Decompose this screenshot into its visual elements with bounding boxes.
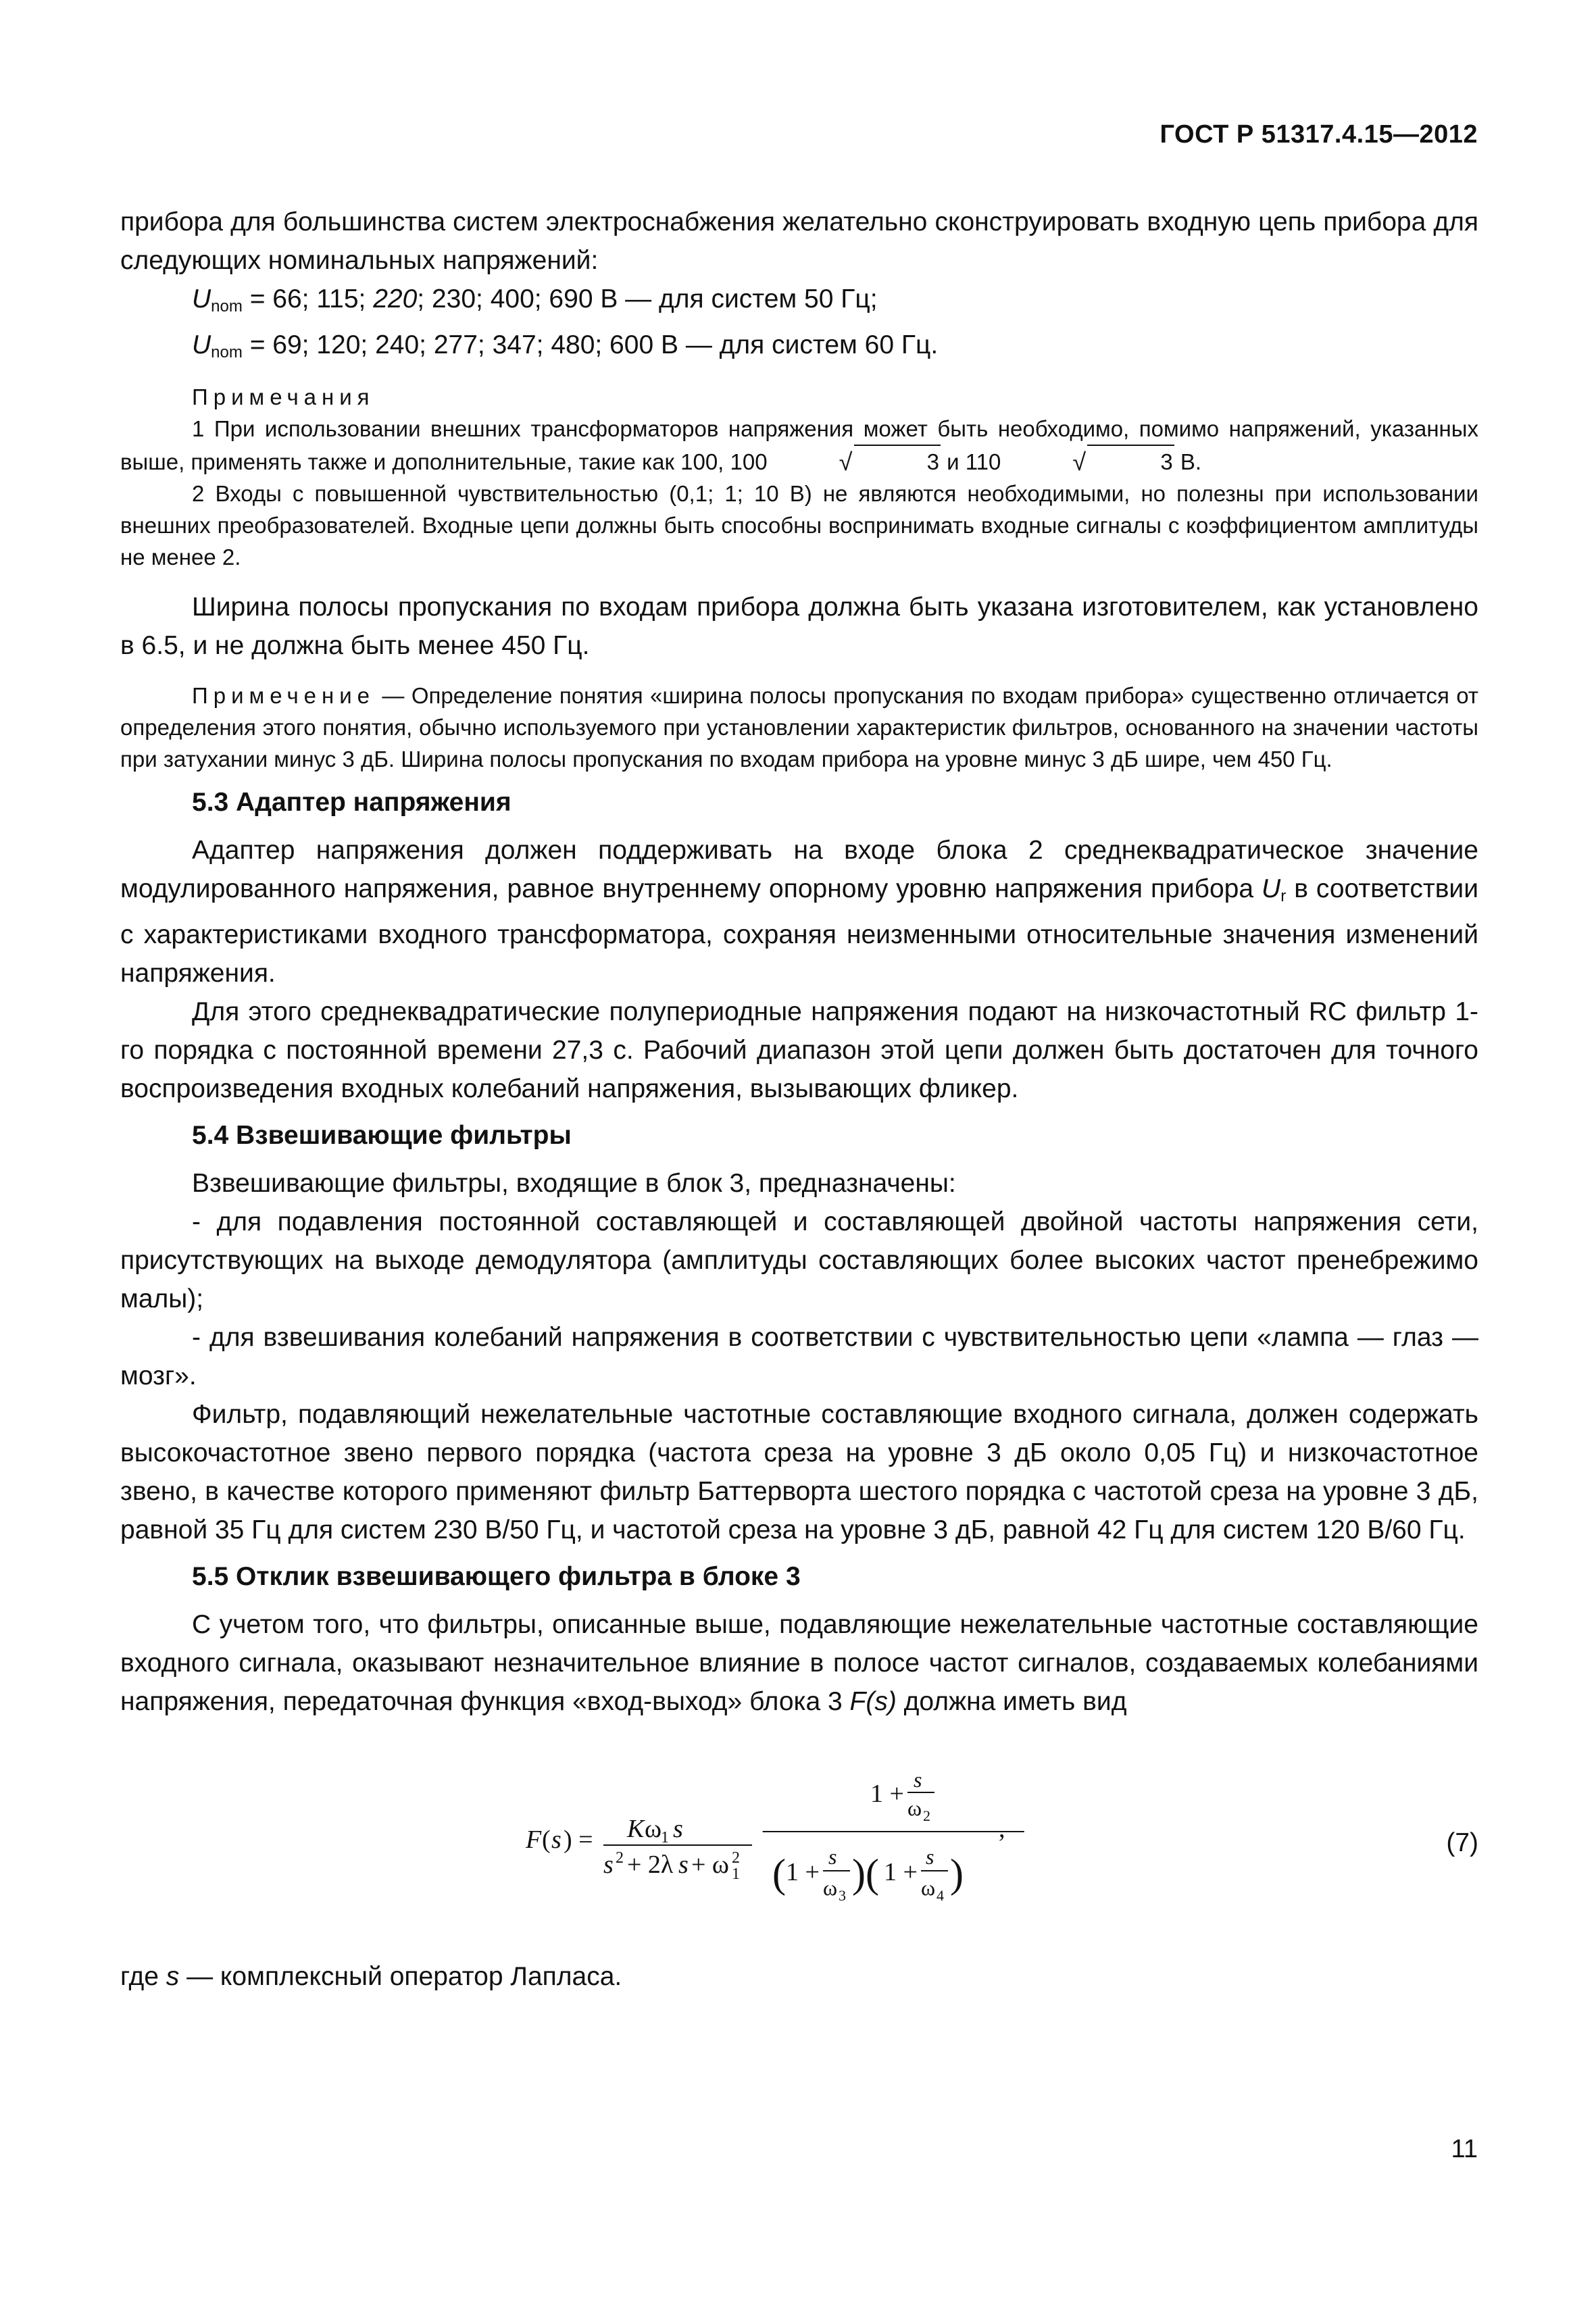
u-symbol: U xyxy=(192,284,211,313)
document-body xyxy=(120,203,1478,1996)
svg-text:,: , xyxy=(999,1815,1005,1843)
bandwidth-paragraph: Ширина полосы пропускания по входам прибора должна быть указана изготовителем, как установлено в 6.5, и не должна быть менее 450 Гц. xyxy=(120,593,1478,660)
note-bandwidth: Примечение — Определение понятия «ширина полосы пропускания по входам прибора» существенно отличается от определения этого понятия, обычно используемого при установлении характеристик фильтров, основанного на значении частоты при затухании минус 3 дБ. Ширина полосы пропускания по входам прибора на уровне минус 3 дБ шире, чем 450 Гц. xyxy=(120,683,1478,772)
svg-text:+ 2λ: + 2λ xyxy=(627,1851,674,1879)
voltages-50hz: $U_{nom} = 66$; 115; 220; 230; 400; 690 В — для систем 50 Гц; xyxy=(192,284,878,316)
section-5-4-heading: 5.4 Взвешивающие фильтры xyxy=(192,1121,572,1150)
svg-text:ω: ω xyxy=(907,1796,922,1820)
section-5-4-p2: - для подавления постоянной составляющей и составляющей двойной частоты напряжения сети, присутствующих на выходе демодулятора (амплитуды составляющих более высоких частот пренебрежимо малы); xyxy=(120,1207,1478,1313)
svg-text:1: 1 xyxy=(732,1865,740,1883)
svg-text:): ) xyxy=(950,1851,964,1896)
equation-number: (7) xyxy=(1446,1828,1478,1857)
svg-text:(: ( xyxy=(542,1826,551,1854)
svg-text:1 +: 1 + xyxy=(870,1780,904,1808)
page-number: 11 xyxy=(1451,2135,1478,2163)
svg-text:s: s xyxy=(914,1767,922,1792)
svg-text:F: F xyxy=(526,1826,542,1854)
svg-text:ω: ω xyxy=(645,1815,662,1843)
svg-text:s: s xyxy=(828,1844,837,1869)
voltages-60hz: $U_{nom} = 69$; 120; 240; 277; 347; 480; 600 В — для систем 60 Гц. xyxy=(192,330,939,361)
sqrt-symbol: √ 3 xyxy=(1001,445,1174,478)
section-5-5-heading: 5.5 Отклик взвешивающего фильтра в блоке 3 xyxy=(192,1562,801,1591)
svg-text:s: s xyxy=(551,1826,562,1854)
svg-text:) =: ) = xyxy=(564,1826,593,1854)
svg-text:1: 1 xyxy=(661,1829,669,1846)
svg-text:+ ω: + ω xyxy=(691,1851,729,1879)
notes-title: Примечания xyxy=(192,384,375,409)
svg-text:2: 2 xyxy=(616,1849,624,1867)
note-1: 1 При использовании внешних трансформаторов напряжения может быть необходимо, помимо напряжений, указанных выше, применять также и дополнительные, такие как 100, 100 √ 3 и 110 √ 3 В. xyxy=(120,413,1478,478)
section-5-3-p2: Для этого среднеквадратические полупериодные напряжения подают на низкочастотный RC фильтр 1-го порядка с постоянной времени 27,3 с. Рабочий диапазон этой цепи должен быть достаточен для точного воспроизведения входных колебаний напряжения, вызывающих фликер. xyxy=(120,997,1478,1103)
sqrt-symbol: √ 3 xyxy=(768,445,941,478)
svg-text:(: ( xyxy=(772,1851,786,1896)
section-5-3-heading: 5.3 Адаптер напряжения xyxy=(192,788,512,817)
svg-text:K: K xyxy=(627,1815,645,1843)
where-clause: где s — комплексный оператор Лапласа. xyxy=(120,1962,622,1991)
intro-paragraph: прибора для большинства систем электроснабжения желательно сконструировать входную цепь прибора для следующих номинальных напряжений: xyxy=(120,207,1478,275)
u-subscript: nom xyxy=(211,297,243,316)
svg-text:s: s xyxy=(673,1815,683,1843)
svg-text:1 +: 1 + xyxy=(884,1858,918,1886)
svg-text:2: 2 xyxy=(923,1807,930,1824)
note-2: 2 Входы с повышенной чувствительностью (0,1; 1; 10 В) не являются необходимыми, но полезны при использовании внешних преобразователей. Входные цепи должны быть способны воспринимать входные сигналы с коэффициентом амплитуды не менее 2. xyxy=(120,481,1478,570)
section-5-4-p1: Взвешивающие фильтры, входящие в блок 3, предназначены: xyxy=(192,1169,956,1198)
equation-7 xyxy=(120,1761,1478,1930)
svg-text:1 +: 1 + xyxy=(786,1858,820,1886)
svg-text:s: s xyxy=(926,1844,934,1869)
section-5-3-p1: Адаптер напряжения должен поддерживать на входе блока 2 среднеквадратическое значение модулированного напряжения, равное внутреннему опорному уровню напряжения прибора $U_r$ в соответствии с характеристиками входного трансформатора, сохраняя неизменными относительные значения изменений напряжения. xyxy=(120,836,1478,988)
svg-text:3: 3 xyxy=(839,1887,846,1904)
svg-text:ω: ω xyxy=(823,1876,838,1900)
svg-text:)(: )( xyxy=(852,1851,879,1896)
svg-text:ω: ω xyxy=(921,1876,936,1900)
svg-text:s: s xyxy=(678,1851,689,1879)
transfer-function-formula xyxy=(526,1761,1039,1930)
section-5-4-p3: - для взвешивания колебаний напряжения в соответствии с чувствительностью цепи «лампа — глаз — мозг». xyxy=(120,1323,1478,1390)
svg-text:s: s xyxy=(603,1851,614,1879)
section-5-5-p1: С учетом того, что фильтры, описанные выше, подавляющие нежелательные частотные составляющие входного сигнала, оказывают незначительное влияние в полосе частот сигналов, создаваемых колебаниями напряжения, передаточная функция «вход-выход» блока 3 F(s) должна иметь вид xyxy=(120,1610,1478,1716)
svg-text:2: 2 xyxy=(732,1849,740,1867)
svg-text:4: 4 xyxy=(937,1887,944,1904)
section-5-4-p4: Фильтр, подавляющий нежелательные частотные составляющие входного сигнала, должен содержать высокочастотное звено первого порядка (частота среза на уровне 3 дБ около 0,05 Гц) и низкочастотное звено, в качестве которого применяют фильтр Баттерворта шестого порядка с частотой среза на уровне 3 дБ, равной 35 Гц для систем 230 В/50 Гц, и частотой среза на уровне 3 дБ, равной 42 Гц для систем 120 В/60 Гц. xyxy=(120,1400,1478,1544)
document-header: ГОСТ Р 51317.4.15—2012 xyxy=(1159,120,1478,149)
